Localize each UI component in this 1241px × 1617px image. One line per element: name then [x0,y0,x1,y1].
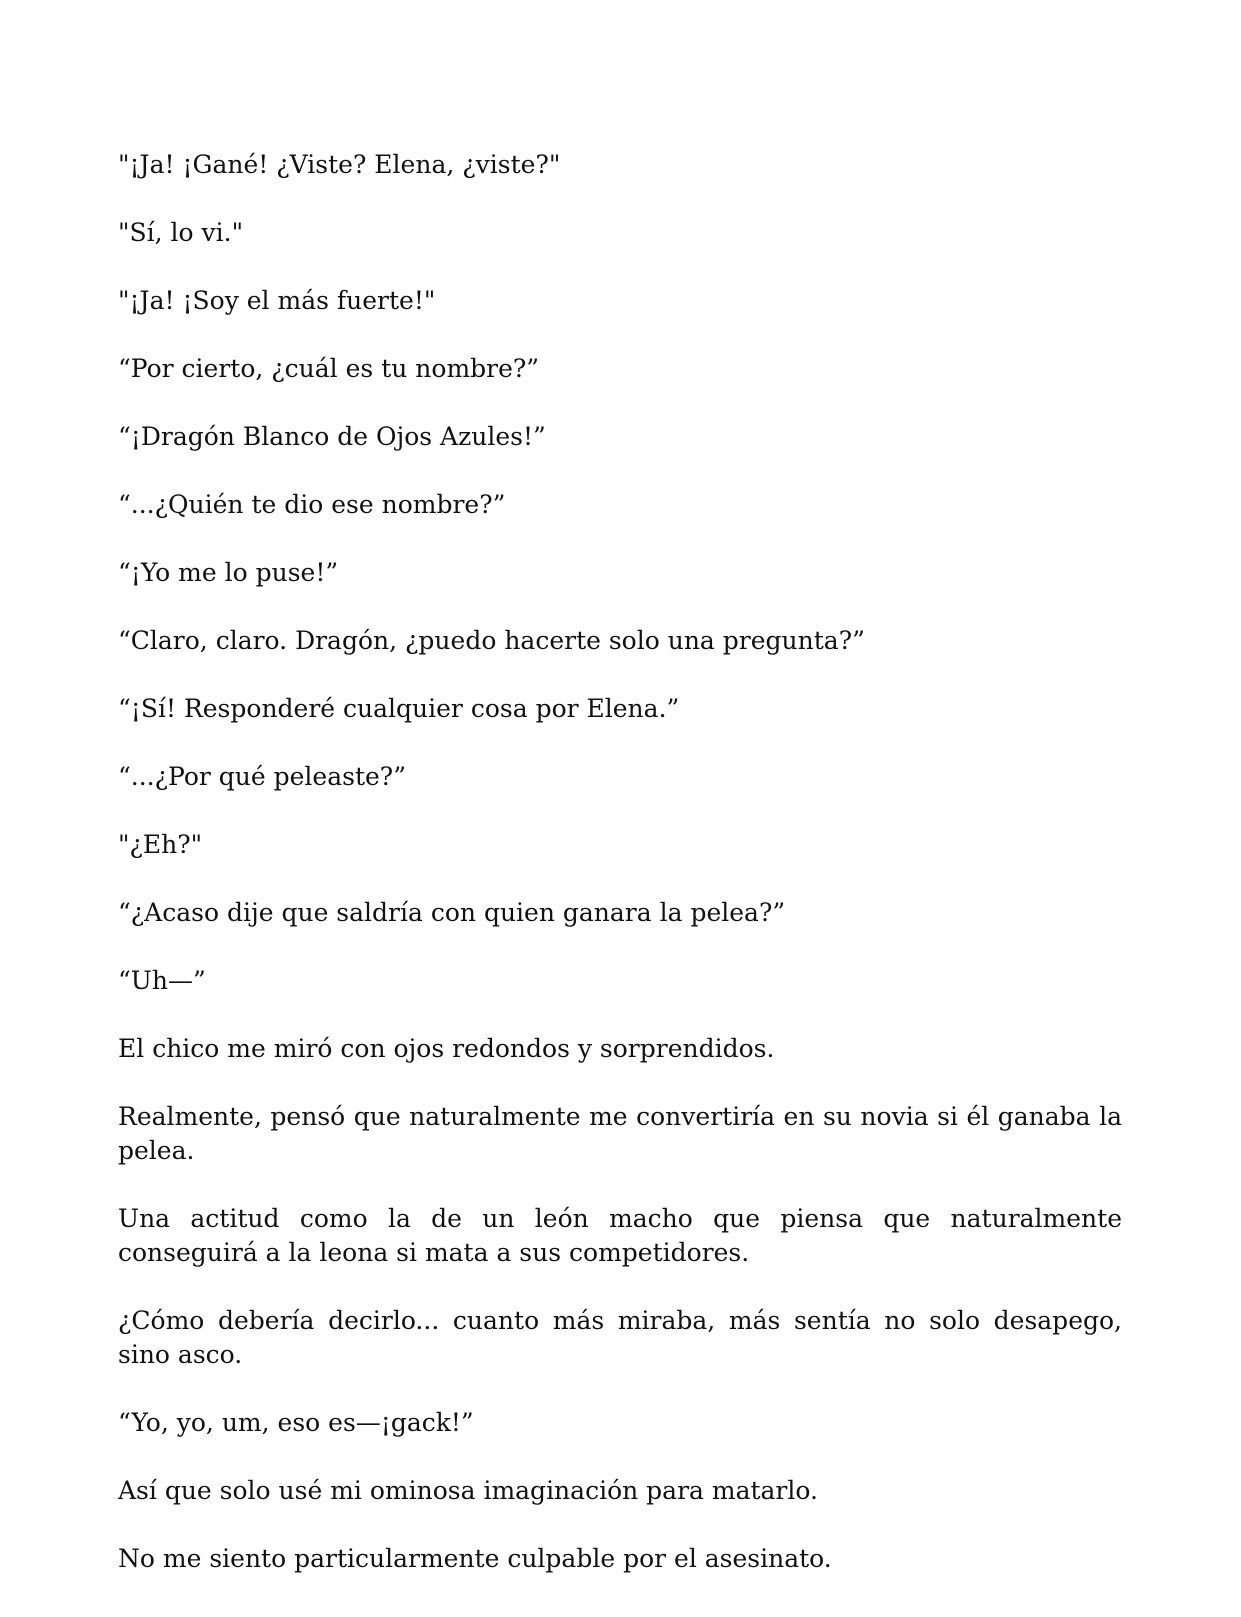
paragraph: “...¿Por qué peleaste?” [118,762,406,791]
paragraph: Así que solo usé mi ominosa imaginación para matarlo. [118,1476,818,1505]
paragraph: Realmente, pensó que naturalmente me convertiría en su novia si él ganaba la pelea. [118,1102,1122,1165]
paragraph: "¡Ja! ¡Soy el más fuerte!" [118,286,436,315]
document-page [118,148,1122,1610]
paragraph: “Yo, yo, um, eso es—¡gack!” [118,1408,474,1437]
paragraph: “¿Acaso dije que saldría con quien ganara la pelea?” [118,898,786,927]
paragraph: "Sí, lo vi." [118,218,244,247]
paragraph: “¡Sí! Responderé cualquier cosa por Elena.” [118,694,680,723]
paragraph: "¿Eh?" [118,830,203,859]
paragraph: “¡Yo me lo puse!” [118,558,339,587]
paragraph: Una actitud como la de un león macho que piensa que naturalmente conseguirá a la leona si mata a sus competidores. [118,1204,1122,1267]
paragraph: “Por cierto, ¿cuál es tu nombre?” [118,354,540,383]
paragraph: “Uh—” [118,966,206,995]
paragraph: "¡Ja! ¡Gané! ¿Viste? Elena, ¿viste?" [118,150,561,179]
paragraph: No me siento particularmente culpable por el asesinato. [118,1544,832,1573]
paragraph: “Claro, claro. Dragón, ¿puedo hacerte solo una pregunta?” [118,626,865,655]
paragraph: “...¿Quién te dio ese nombre?” [118,490,506,519]
paragraph: El chico me miró con ojos redondos y sorprendidos. [118,1034,775,1063]
paragraph: ¿Cómo debería decirlo... cuanto más miraba, más sentía no solo desapego, sino asco. [118,1306,1122,1369]
paragraph: “¡Dragón Blanco de Ojos Azules!” [118,422,546,451]
